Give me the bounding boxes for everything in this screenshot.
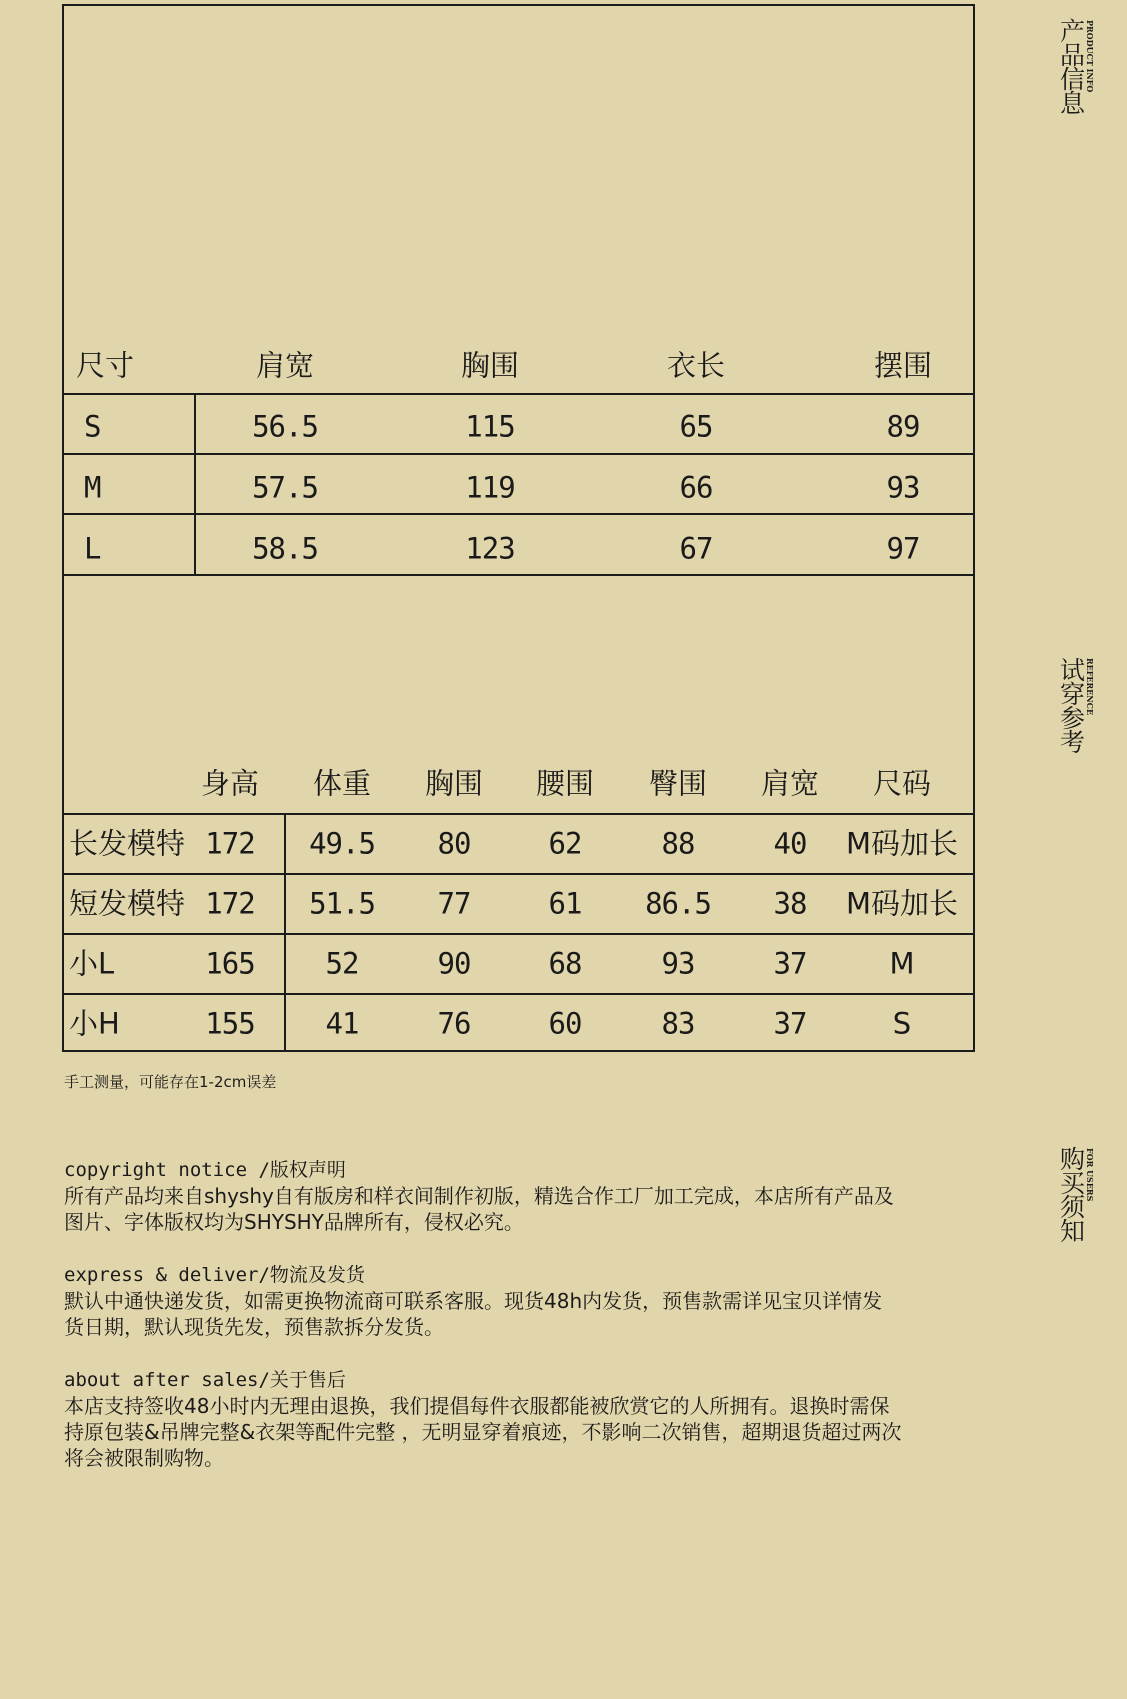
model-header: 臀围 [648, 766, 708, 801]
model-cell: 60 [548, 1006, 582, 1041]
row-divider [62, 993, 975, 995]
model-cell: 68 [548, 946, 582, 981]
model-cell: 37 [773, 946, 807, 981]
size-header: 衣长 [666, 348, 726, 383]
model-cell: S [892, 1006, 912, 1041]
model-cell: 77 [437, 886, 471, 921]
row-divider [62, 453, 975, 455]
model-header: 体重 [312, 766, 372, 801]
model-cell: 小L [69, 946, 115, 981]
model-cell: 90 [437, 946, 471, 981]
model-cell: 长发模特 [69, 826, 186, 861]
size-column-divider [194, 394, 196, 575]
size-cell: 65 [679, 409, 713, 444]
size-header-rule [62, 393, 975, 395]
model-cell: 93 [661, 946, 695, 981]
model-cell: 83 [661, 1006, 695, 1041]
size-header: 胸围 [460, 348, 520, 383]
section-line: 货日期，默认现货先发，预售款拆分发货。 [64, 1315, 444, 1339]
model-cell: 38 [773, 886, 807, 921]
side-label-product-info: 产品信息 [1056, 18, 1086, 114]
side-label-en: PRODUCT INFO [1085, 20, 1095, 93]
model-header: 胸围 [424, 766, 484, 801]
model-cell: 76 [437, 1006, 471, 1041]
model-cell: 172 [205, 826, 255, 861]
size-header: 摆围 [873, 348, 933, 383]
section-line: 默认中通快递发货，如需更换物流商可联系客服。现货48h内发货，预售款需详见宝贝详情发 [64, 1289, 883, 1313]
model-cell: 49.5 [309, 826, 375, 861]
model-header: 腰围 [535, 766, 595, 801]
size-header: 尺寸 [76, 348, 135, 383]
model-column-divider [284, 814, 286, 1052]
model-cell: M码加长 [845, 826, 959, 861]
model-cell: 86.5 [645, 886, 711, 921]
delivery-section [64, 1262, 979, 1340]
size-cell: 67 [679, 531, 713, 566]
model-cell: M [889, 946, 915, 981]
model-cell: 52 [325, 946, 359, 981]
model-cell: 41 [325, 1006, 359, 1041]
size-header: 肩宽 [255, 348, 315, 383]
size-cell: M [84, 470, 101, 505]
section-line: 将会被限制购物。 [64, 1446, 224, 1470]
row-divider [62, 873, 975, 875]
after-sales-section [64, 1367, 979, 1471]
section-line: 本店支持签收48小时内无理由退换，我们提倡每件衣服都能被欣赏它的人所拥有。退换时需保 [64, 1394, 890, 1418]
size-cell: 123 [465, 531, 515, 566]
row-divider [62, 933, 975, 935]
tables-frame [62, 4, 975, 1052]
size-cell: 97 [886, 531, 920, 566]
size-cell: 57.5 [252, 470, 318, 505]
size-cell: L [84, 531, 101, 566]
model-cell: M码加长 [845, 886, 959, 921]
size-cell: 66 [679, 470, 713, 505]
model-cell: 短发模特 [69, 886, 186, 921]
side-label-en: FOR USERS [1085, 1148, 1095, 1202]
size-cell: 119 [465, 470, 515, 505]
side-label-en: REFERENCE [1085, 658, 1095, 716]
size-cell: 56.5 [252, 409, 318, 444]
section-line: 持原包装&吊牌完整&衣架等配件完整 ，无明显穿着痕迹，不影响二次销售，超期退货超过两次 [64, 1420, 902, 1444]
model-header: 身高 [200, 766, 260, 801]
side-label-for-users: 购买须知 [1056, 1146, 1086, 1242]
model-cell: 37 [773, 1006, 807, 1041]
model-header: 肩宽 [760, 766, 820, 801]
model-cell: 62 [548, 826, 582, 861]
model-cell: 小H [69, 1006, 120, 1041]
section-line: 所有产品均来自shyshy自有版房和样衣间制作初版，精选合作工厂加工完成，本店所有产品及 [64, 1184, 894, 1208]
model-cell: 172 [205, 886, 255, 921]
model-cell: 165 [205, 946, 255, 981]
model-cell: 88 [661, 826, 695, 861]
size-cell: 58.5 [252, 531, 318, 566]
size-cell: 89 [886, 409, 920, 444]
model-cell: 51.5 [309, 886, 375, 921]
model-cell: 155 [205, 1006, 255, 1041]
model-cell: 61 [548, 886, 582, 921]
section-line: 图片、字体版权均为SHYSHY品牌所有，侵权必究。 [64, 1210, 524, 1234]
section-heading: copyright notice /版权声明 [64, 1159, 346, 1181]
model-header: 尺码 [872, 766, 932, 801]
model-cell: 80 [437, 826, 471, 861]
measurement-note: 手工测量，可能存在1-2cm误差 [64, 1073, 277, 1091]
size-cell: 115 [465, 409, 515, 444]
model-header-rule [62, 813, 975, 815]
section-heading: about after sales/关于售后 [64, 1369, 346, 1391]
size-cell: 93 [886, 470, 920, 505]
section-heading: express & deliver/物流及发货 [64, 1264, 365, 1286]
size-table-bottom [62, 574, 975, 576]
model-cell: 40 [773, 826, 807, 861]
size-cell: S [84, 409, 101, 444]
row-divider [62, 513, 975, 515]
side-label-reference: 试穿参考 [1056, 657, 1086, 753]
copyright-section [64, 1157, 979, 1235]
